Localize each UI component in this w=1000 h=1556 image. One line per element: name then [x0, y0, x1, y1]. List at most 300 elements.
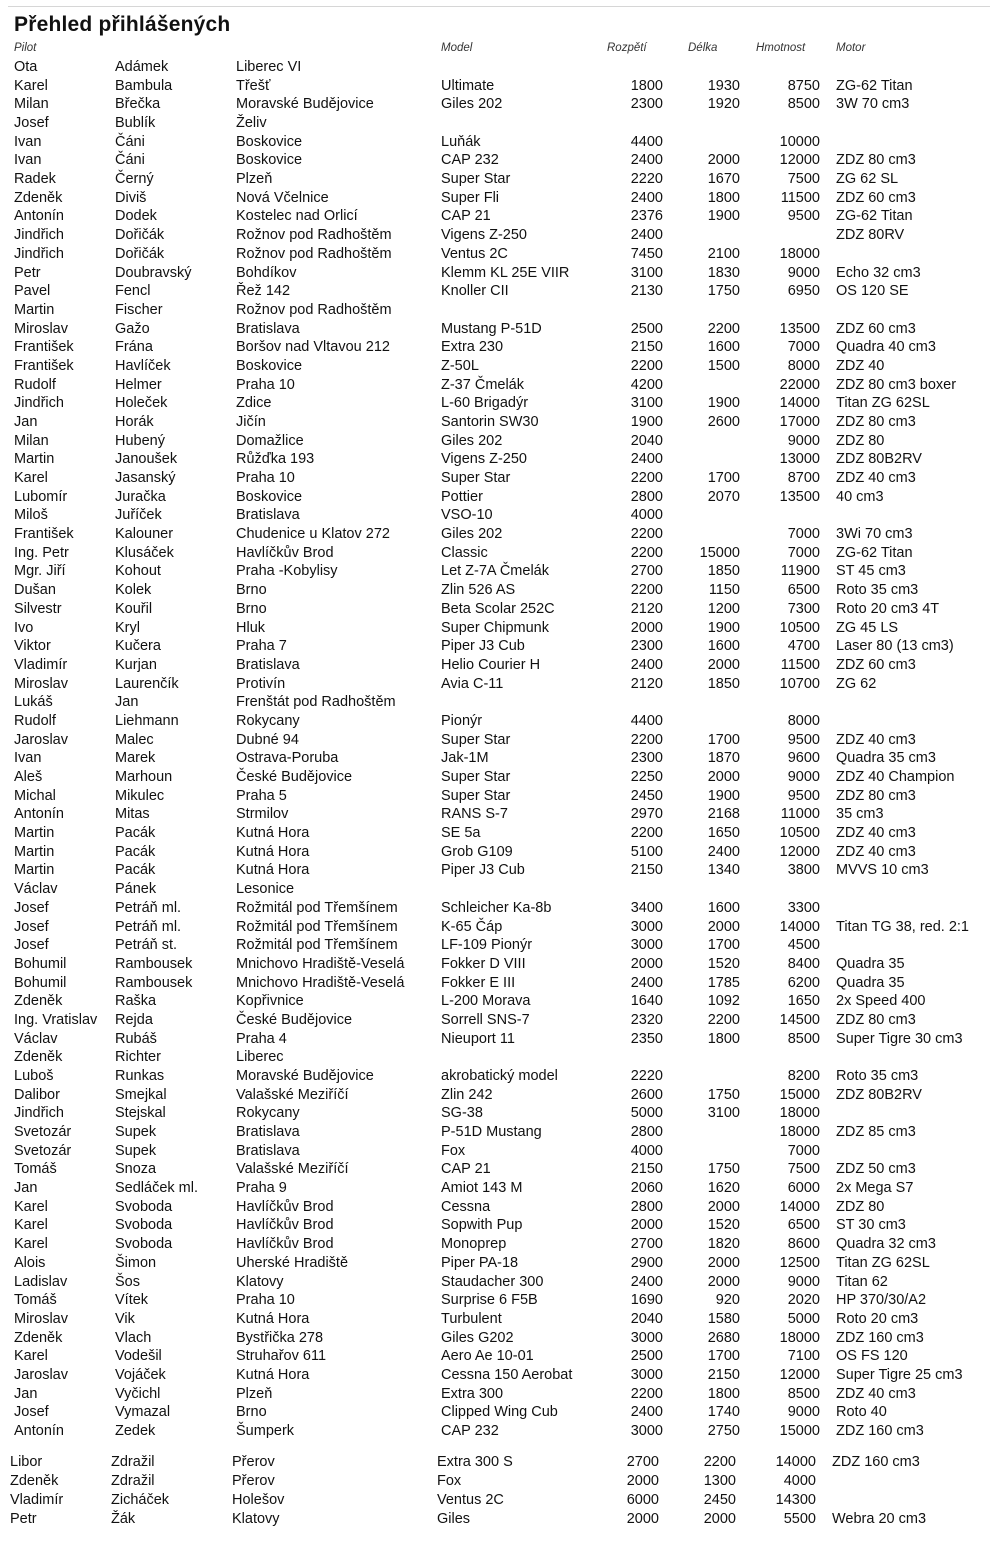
cell-model: Piper J3 Cub	[441, 638, 525, 655]
cell-model: Super Star	[441, 171, 511, 188]
cell-engine: Titan ZG 62SL	[836, 395, 930, 412]
table-row	[0, 544, 1000, 562]
cell-weight: 8750	[787, 77, 820, 94]
cell-first-name: Antonín	[14, 806, 64, 823]
table-row	[0, 1254, 1000, 1272]
cell-length: 2000	[707, 152, 740, 169]
cell-last-name: Kalouner	[115, 526, 174, 543]
cell-weight: 8000	[787, 357, 820, 374]
cell-engine: ST 30 cm3	[836, 1217, 906, 1234]
cell-city: Brno	[236, 600, 267, 617]
cell-last-name: Vik	[115, 1310, 135, 1327]
cell-city: Moravské Budějovice	[236, 1067, 374, 1084]
cell-span: 2700	[630, 563, 663, 580]
cell-length: 2200	[707, 1011, 740, 1028]
cell-weight: 6200	[787, 974, 820, 991]
cell-length: 1900	[707, 619, 740, 636]
cell-city: Bratislava	[236, 507, 300, 524]
cell-city: Protivín	[236, 675, 286, 692]
cell-weight: 7500	[787, 1161, 820, 1178]
cell-engine: 2x Mega S7	[836, 1180, 914, 1197]
cell-length: 1650	[707, 825, 740, 842]
cell-length: 1800	[707, 1030, 740, 1047]
table-row	[0, 1347, 1000, 1365]
cell-span: 2700	[626, 1454, 659, 1470]
cell-model: Nieuport 11	[441, 1030, 515, 1047]
cell-span: 3000	[630, 1366, 663, 1383]
cell-span: 2200	[630, 526, 663, 543]
cell-last-name: Supek	[115, 1142, 157, 1159]
cell-span: 4000	[630, 1142, 663, 1159]
cell-city: Kutná Hora	[236, 843, 310, 860]
cell-city: Liberec VI	[236, 59, 302, 75]
cell-first-name: Lubomír	[14, 488, 68, 505]
cell-span: 2200	[630, 731, 663, 748]
cell-span: 4000	[630, 507, 663, 524]
cell-last-name: Svoboda	[115, 1217, 173, 1234]
cell-length: 1670	[707, 171, 740, 188]
table-row	[0, 114, 1000, 132]
table-row	[0, 469, 1000, 487]
cell-city: Bratislava	[236, 1142, 300, 1159]
cell-first-name: Miroslav	[14, 675, 68, 692]
cell-engine: ZDZ 60 cm3	[836, 656, 916, 673]
cell-length: 2000	[707, 1273, 740, 1290]
cell-span: 2200	[630, 357, 663, 374]
table-row	[0, 693, 1000, 711]
cell-model: Giles 202	[441, 96, 503, 113]
cell-city: Přerov	[232, 1472, 275, 1489]
cell-weight: 7000	[787, 1142, 820, 1159]
cell-span: 2200	[630, 544, 663, 561]
cell-span: 2970	[630, 806, 663, 823]
cell-first-name: Antonín	[14, 208, 64, 225]
cell-length: 1900	[707, 208, 740, 225]
cell-engine: ZG-62 Titan	[836, 77, 913, 94]
table-row	[0, 768, 1000, 786]
cell-engine: ZDZ 80 cm3	[836, 152, 916, 169]
cell-city: Praha 5	[236, 787, 287, 804]
cell-first-name: Zdeněk	[14, 189, 63, 206]
cell-last-name: Klusáček	[115, 544, 174, 561]
cell-span: 7450	[630, 245, 663, 262]
table-row	[0, 245, 1000, 263]
cell-model: Zlin 242	[441, 1086, 493, 1103]
cell-model: Sorrell SNS-7	[441, 1011, 530, 1028]
cell-span: 3000	[630, 1329, 663, 1346]
cell-engine: Quadra 32 cm3	[836, 1236, 936, 1253]
cell-length: 1800	[707, 1385, 740, 1402]
cell-city: Brno	[236, 1404, 267, 1421]
cell-engine: Titan TG 38, red. 2:1	[836, 918, 969, 935]
cell-engine: ZDZ 80 cm3	[836, 414, 916, 430]
cell-first-name: Luboš	[14, 1067, 54, 1084]
cell-weight: 10500	[779, 825, 820, 842]
cell-engine: ZDZ 80 cm3	[836, 1011, 916, 1028]
cell-last-name: Petráň st.	[115, 937, 178, 954]
cell-city: Struhařov 611	[236, 1348, 327, 1365]
cell-span: 2300	[630, 638, 663, 655]
cell-span: 2500	[630, 1348, 663, 1365]
cell-model: Schleicher Ka-8b	[441, 899, 552, 916]
cell-first-name: Radek	[14, 171, 56, 188]
cell-first-name: Josef	[14, 115, 49, 132]
table-row	[0, 1235, 1000, 1253]
cell-city: Domažlice	[236, 432, 304, 449]
cell-length: 1500	[707, 357, 740, 374]
cell-first-name: Václav	[14, 1030, 58, 1047]
cell-span: 1690	[630, 1292, 663, 1309]
table-row	[0, 1273, 1000, 1291]
cell-weight: 13000	[779, 451, 820, 468]
cell-first-name: Jindřich	[14, 1105, 64, 1122]
cell-engine: ZDZ 50 cm3	[836, 1161, 916, 1178]
cell-last-name: Rambousek	[115, 974, 193, 991]
table-row	[0, 58, 1000, 76]
cell-engine: Roto 35 cm3	[836, 582, 919, 599]
table-row	[0, 1366, 1000, 1384]
cell-last-name: Fischer	[115, 301, 163, 318]
cell-model: Klemm KL 25E VIIR	[441, 264, 570, 281]
cell-city: Strmilov	[236, 806, 289, 823]
table-row	[0, 1491, 1000, 1509]
cell-city: Boskovice	[236, 152, 303, 169]
cell-city: Kutná Hora	[236, 862, 310, 879]
cell-weight: 18000	[779, 245, 820, 262]
cell-weight: 9000	[787, 1404, 820, 1421]
cell-model: Piper J3 Cub	[441, 862, 525, 879]
cell-span: 2000	[630, 619, 663, 636]
cell-length: 2000	[707, 769, 740, 786]
table-row	[0, 1403, 1000, 1421]
cell-last-name: Laurenčík	[115, 675, 179, 692]
cell-city: Klatovy	[232, 1510, 280, 1527]
cell-first-name: Josef	[14, 1404, 49, 1421]
cell-first-name: Libor	[10, 1454, 43, 1470]
table-row	[0, 1329, 1000, 1347]
cell-last-name: Svoboda	[115, 1198, 173, 1215]
cell-span: 2800	[630, 1198, 663, 1215]
cell-length: 1740	[707, 1404, 740, 1421]
cell-weight: 22000	[779, 376, 820, 393]
cell-last-name: Richter	[115, 1049, 161, 1066]
header-weight: Hmotnost	[756, 42, 806, 54]
cell-last-name: Žák	[111, 1510, 136, 1527]
cell-model: Extra 300 S	[437, 1454, 513, 1470]
cell-last-name: Smejkal	[115, 1086, 167, 1103]
cell-first-name: Bohumil	[14, 974, 67, 991]
cell-city: Rokycany	[236, 1105, 300, 1122]
cell-span: 2120	[630, 675, 663, 692]
cell-weight: 5000	[787, 1310, 820, 1327]
cell-city: Plzeň	[236, 1385, 273, 1402]
cell-first-name: Zdeněk	[14, 1049, 63, 1066]
cell-span: 1900	[630, 414, 663, 430]
table-row	[0, 1104, 1000, 1122]
cell-last-name: Horák	[115, 414, 154, 430]
cell-weight: 2020	[787, 1292, 820, 1309]
cell-engine: ZDZ 40	[836, 357, 885, 374]
cell-model: Staudacher 300	[441, 1273, 544, 1290]
cell-engine: Titan ZG 62SL	[836, 1254, 930, 1271]
cell-span: 1640	[630, 993, 663, 1010]
cell-weight: 7000	[787, 544, 820, 561]
table-row	[0, 432, 1000, 450]
cell-model: Super Star	[441, 787, 511, 804]
cell-first-name: Jindřich	[14, 395, 64, 412]
cell-length: 2000	[707, 918, 740, 935]
cell-span: 2800	[630, 1124, 663, 1141]
cell-length: 2000	[703, 1510, 736, 1527]
cell-weight: 15000	[779, 1086, 820, 1103]
cell-span: 2400	[630, 1404, 663, 1421]
cell-last-name: Marhoun	[115, 769, 173, 786]
cell-city: Praha -Kobylisy	[236, 563, 338, 580]
table-row	[0, 843, 1000, 861]
cell-weight: 9500	[787, 731, 820, 748]
cell-weight: 12500	[779, 1254, 820, 1271]
cell-length: 1092	[707, 993, 740, 1010]
cell-model: Beta Scolar 252C	[441, 600, 555, 617]
cell-engine: ZG 62	[836, 675, 877, 692]
cell-last-name: Dořičák	[115, 227, 165, 244]
table-row	[0, 712, 1000, 730]
cell-length: 1930	[707, 77, 740, 94]
cell-first-name: Martin	[14, 843, 55, 860]
cell-length: 2450	[703, 1491, 736, 1508]
cell-last-name: Fencl	[115, 283, 151, 300]
table-row	[0, 805, 1000, 823]
cell-model: SE 5a	[441, 825, 481, 842]
cell-last-name: Frána	[115, 339, 153, 356]
cell-last-name: Rambousek	[115, 955, 193, 972]
cell-model: Knoller CII	[441, 283, 509, 300]
cell-last-name: Doubravský	[115, 264, 192, 281]
cell-model: Giles	[437, 1510, 471, 1527]
cell-first-name: Josef	[14, 899, 49, 916]
cell-model: Santorin SW30	[441, 414, 539, 430]
table-row	[0, 581, 1000, 599]
cell-first-name: Mgr. Jiří	[14, 563, 66, 580]
table-row	[0, 955, 1000, 973]
cell-last-name: Vyčichl	[115, 1385, 161, 1402]
cell-model: Cessna 150 Aerobat	[441, 1366, 573, 1383]
table-row	[0, 1011, 1000, 1029]
cell-last-name: Janoušek	[115, 451, 178, 468]
header-length: Délka	[688, 42, 718, 54]
cell-last-name: Mikulec	[115, 787, 165, 804]
cell-span: 2450	[630, 787, 663, 804]
cell-last-name: Snoza	[115, 1161, 157, 1178]
cell-first-name: Petr	[10, 1510, 37, 1527]
cell-span: 2400	[630, 1273, 663, 1290]
cell-span: 2300	[630, 750, 663, 767]
cell-engine: ZDZ 160 cm3	[836, 1423, 924, 1439]
cell-length: 2600	[707, 414, 740, 430]
table-row	[0, 675, 1000, 693]
cell-engine: ZDZ 40 cm3	[836, 470, 916, 487]
cell-city: Havlíčkův Brod	[236, 1236, 334, 1253]
cell-last-name: Runkas	[115, 1067, 165, 1084]
cell-first-name: Petr	[14, 264, 41, 281]
cell-model: Helio Courier H	[441, 656, 541, 673]
cell-first-name: Dušan	[14, 582, 56, 599]
table-row	[0, 1030, 1000, 1048]
cell-last-name: Kohout	[115, 563, 161, 580]
cell-first-name: Jan	[14, 1385, 38, 1402]
cell-last-name: Zedek	[115, 1423, 156, 1439]
cell-model: Giles G202	[441, 1329, 514, 1346]
table-row	[0, 899, 1000, 917]
table-row	[0, 656, 1000, 674]
cell-model: Ventus 2C	[441, 245, 508, 262]
table-row	[0, 1472, 1000, 1490]
cell-city: Kutná Hora	[236, 1366, 310, 1383]
cell-engine: ZDZ 80RV	[836, 227, 905, 244]
cell-model: Z-37 Čmelák	[441, 376, 524, 393]
cell-engine: Titan 62	[836, 1273, 888, 1290]
cell-length: 2000	[707, 1198, 740, 1215]
cell-city: Jičín	[236, 414, 266, 430]
cell-span: 2800	[630, 488, 663, 505]
cell-length: 2168	[707, 806, 740, 823]
cell-span: 3400	[630, 899, 663, 916]
cell-length: 2400	[707, 843, 740, 860]
cell-model: CAP 21	[441, 208, 491, 225]
cell-length: 920	[715, 1292, 740, 1309]
cell-first-name: Aleš	[14, 769, 43, 786]
cell-span: 5000	[630, 1105, 663, 1122]
cell-span: 1800	[630, 77, 663, 94]
cell-length: 1620	[707, 1180, 740, 1197]
cell-model: Classic	[441, 544, 488, 561]
cell-first-name: Viktor	[14, 638, 51, 655]
cell-weight: 11500	[780, 189, 820, 206]
cell-city: Praha 10	[236, 1292, 295, 1309]
cell-length: 1340	[707, 862, 740, 879]
cell-last-name: Čáni	[115, 133, 145, 150]
table-row	[0, 170, 1000, 188]
cell-span: 2040	[630, 432, 663, 449]
cell-city: Boskovice	[236, 357, 303, 374]
cell-length: 1750	[707, 1161, 740, 1178]
table-row	[0, 525, 1000, 543]
table-row	[0, 450, 1000, 468]
cell-span: 2600	[630, 1086, 663, 1103]
cell-city: Praha 10	[236, 376, 295, 393]
cell-engine: 40 cm3	[836, 488, 884, 505]
cell-length: 1700	[707, 937, 740, 954]
table-row	[0, 264, 1000, 282]
cell-engine: Quadra 35 cm3	[836, 750, 936, 767]
cell-engine: ZG-62 Titan	[836, 544, 913, 561]
cell-model: Super Star	[441, 731, 511, 748]
cell-model: Extra 300	[441, 1385, 504, 1402]
cell-length: 2000	[707, 656, 740, 673]
cell-model: Fokker E III	[441, 974, 516, 991]
cell-model: Mustang P-51D	[441, 320, 542, 337]
cell-first-name: Jindřich	[14, 227, 64, 244]
cell-engine: ZG-62 Titan	[836, 208, 913, 225]
cell-weight: 12000	[779, 152, 820, 169]
cell-length: 1800	[707, 189, 740, 206]
cell-last-name: Kryl	[115, 619, 140, 636]
cell-span: 2400	[630, 152, 663, 169]
cell-city: Dubné 94	[236, 731, 299, 748]
cell-span: 2400	[630, 656, 663, 673]
cell-model: Fox	[437, 1472, 462, 1489]
cell-city: Želiv	[236, 115, 267, 132]
cell-city: Brno	[236, 582, 267, 599]
cell-city: Plzeň	[236, 171, 273, 188]
cell-last-name: Supek	[115, 1124, 157, 1141]
cell-engine: ZDZ 80B2RV	[836, 451, 922, 468]
cell-first-name: Tomáš	[14, 1292, 57, 1309]
cell-last-name: Kučera	[115, 638, 161, 655]
cell-first-name: Dalibor	[14, 1086, 60, 1103]
table-row	[0, 207, 1000, 225]
cell-weight: 10500	[779, 619, 820, 636]
cell-weight: 8200	[787, 1067, 820, 1084]
cell-model: Jak-1M	[441, 750, 489, 767]
cell-span: 3000	[630, 1423, 663, 1439]
cell-city: Lesonice	[236, 881, 295, 898]
cell-model: Extra 230	[441, 339, 504, 356]
cell-last-name: Čáni	[115, 152, 145, 169]
cell-city: Havlíčkův Brod	[236, 1217, 334, 1234]
table-row	[0, 189, 1000, 207]
cell-last-name: Černý	[115, 171, 154, 188]
cell-first-name: Ing. Vratislav	[14, 1011, 98, 1028]
cell-weight: 7000	[787, 339, 820, 356]
cell-city: Boskovice	[236, 488, 303, 505]
cell-model: VSO-10	[441, 507, 493, 524]
cell-span: 2000	[630, 955, 663, 972]
cell-model: L-200 Morava	[441, 993, 531, 1010]
cell-first-name: Bohumil	[14, 955, 67, 972]
cell-city: Hluk	[236, 619, 266, 636]
cell-last-name: Šimon	[115, 1254, 157, 1271]
cell-model: Grob G109	[441, 843, 513, 860]
table-row	[0, 1510, 1000, 1528]
cell-weight: 8700	[787, 470, 820, 487]
cell-last-name: Pánek	[115, 881, 157, 898]
cell-city: Liberec	[236, 1049, 284, 1066]
cell-city: Bratislava	[236, 1124, 300, 1141]
cell-first-name: Ivan	[14, 152, 42, 169]
cell-weight: 18000	[779, 1124, 820, 1141]
cell-city: Praha 9	[236, 1180, 287, 1197]
cell-model: Aero Ae 10-01	[441, 1348, 534, 1365]
cell-weight: 4700	[787, 638, 820, 655]
cell-last-name: Marek	[115, 750, 156, 767]
cell-span: 2350	[630, 1030, 663, 1047]
cell-last-name: Petráň ml.	[115, 899, 182, 916]
cell-first-name: Karel	[14, 470, 48, 487]
cell-weight: 18000	[779, 1105, 820, 1122]
cell-first-name: Josef	[14, 918, 49, 935]
cell-length: 2750	[707, 1423, 740, 1439]
cell-model: Giles 202	[441, 526, 503, 543]
cell-model: Giles 202	[441, 432, 503, 449]
cell-weight: 4000	[783, 1472, 816, 1489]
cell-first-name: Ivo	[14, 619, 34, 636]
cell-last-name: Hubený	[115, 432, 165, 449]
cell-length: 3100	[707, 1105, 740, 1122]
cell-engine: Roto 40	[836, 1404, 887, 1421]
cell-last-name: Vojáček	[115, 1366, 166, 1383]
cell-first-name: Karel	[14, 77, 48, 94]
